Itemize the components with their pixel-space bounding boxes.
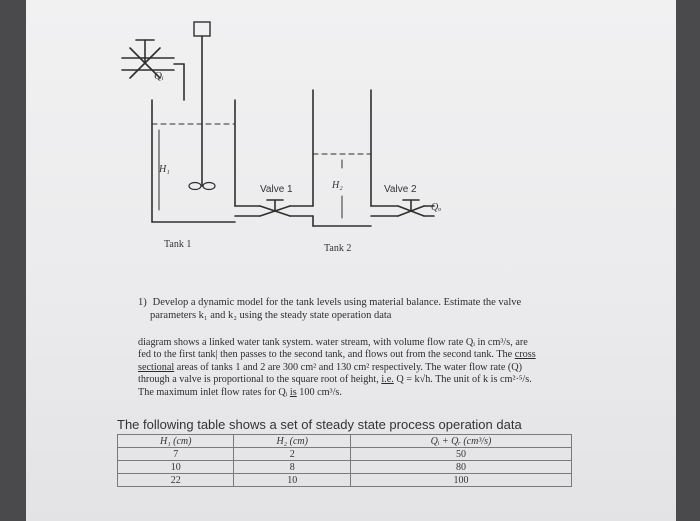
header-flow: Qᵢ + Qᵣ (cm³/s) [350,435,571,448]
description-line-3: sectional areas of tanks 1 and 2 are 300 cm² and 130 cm² respectively. The water flow rate (Q) [138,361,523,373]
h1-level-label: H₁ [159,164,170,175]
description-line-4: through a valve is proportional to the square root of height, i.e. Q = k√h. The unit of k is cm²·⁵/s. [138,374,532,386]
outlet-pipe [371,200,434,216]
valve-1-label: Valve 1 [260,184,293,195]
inlet-flow-label: Qᵢ [154,70,164,82]
tank-system-diagram [26,0,676,300]
description-line-1: diagram shows a linked water tank system. water stream, with volume flow rate Qᵢ in cm³/s, are [138,337,528,348]
paper-sheet [26,0,676,521]
connecting-pipe [235,200,313,216]
description-line-5: The maximum inlet flow rates for Qᵢ is 100 cm³/s. [138,386,342,398]
table-caption: The following table shows a set of steady state process operation data [117,417,522,432]
h2-level-label: H₂ [332,180,343,191]
table-row: 22 10 100 [118,474,572,487]
header-h1: H₁ (cm) [118,435,234,448]
question-line-1: Develop a dynamic model for the tank levels using material balance. Estimate the valve [152,297,522,308]
description-line-2: fed to the first tank| then passes to the second tank, and flows out from the second tank. The cross [138,349,536,361]
tank-1-vessel [152,100,235,222]
steady-state-data-table [117,434,572,487]
inlet-valve-icon [122,40,184,100]
tank-1-label: Tank 1 [164,239,192,250]
question-line-2: parameters k₁ and k₂ using the steady state operation data [150,310,392,321]
problem-description [138,337,613,399]
question-1 [138,296,608,322]
table-header-row [118,435,572,448]
table-row: 10 8 80 [118,461,572,474]
stirrer-icon [189,22,215,190]
tank-2-vessel [313,90,371,226]
table-row: 7 2 50 [118,448,572,461]
question-number: 1) [138,297,147,308]
header-h2: H₂ (cm) [234,435,350,448]
tank-2-label: Tank 2 [324,243,352,254]
outlet-flow-label: Qₒ [431,202,442,213]
valve-2-label: Valve 2 [384,184,417,195]
